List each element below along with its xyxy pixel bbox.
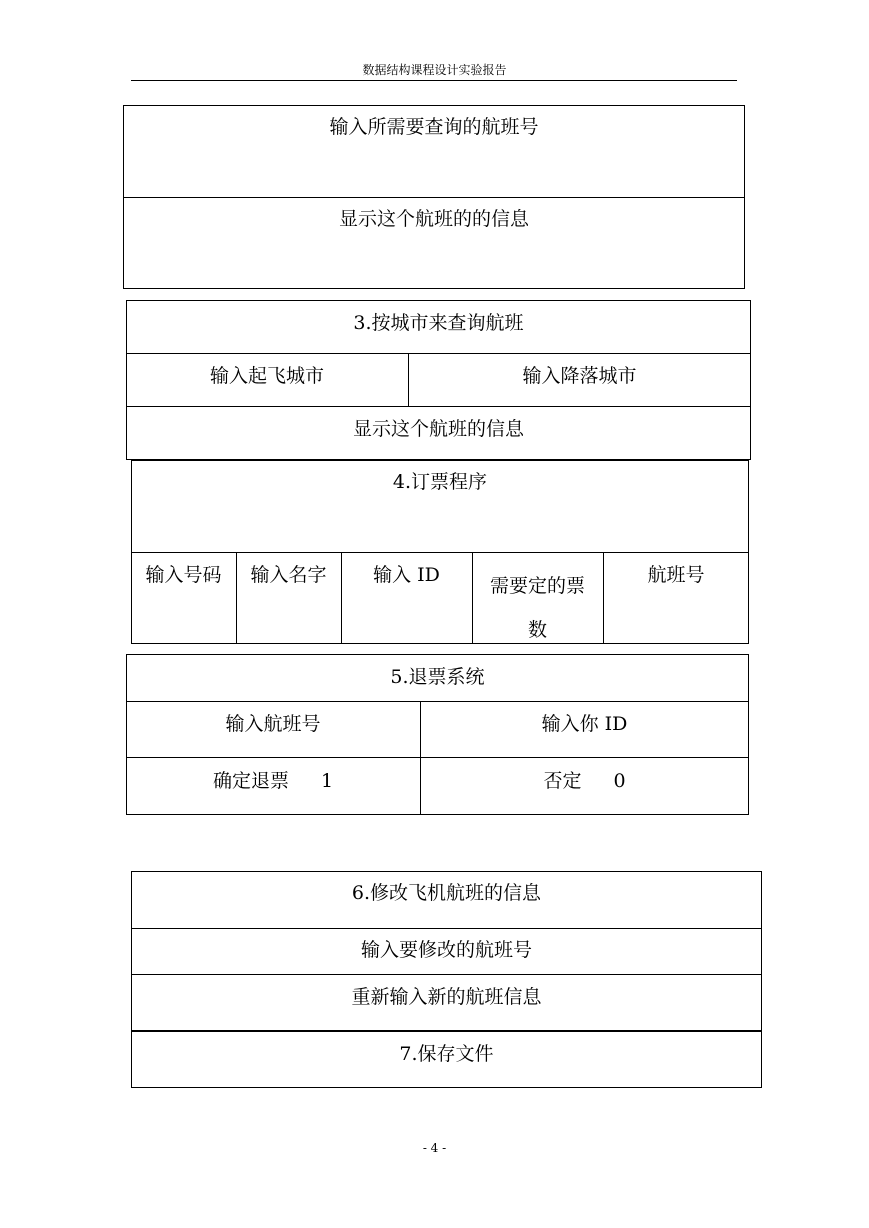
- divider: [126, 353, 751, 354]
- booking-title: 4.订票程序: [392, 471, 488, 493]
- divider: [131, 1030, 762, 1032]
- modify-title: 6.修改飞机航班的信息: [351, 882, 542, 904]
- flight-number-input-label: 输入所需要查询的航班号: [329, 116, 539, 138]
- running-header: 数据结构课程设计实验报告: [362, 63, 507, 77]
- divider: [123, 197, 745, 198]
- divider: [131, 928, 762, 929]
- modify-input-label: 输入要修改的航班号: [360, 939, 532, 961]
- divider: [131, 552, 749, 553]
- booking-col-name: 输入名字: [250, 564, 327, 586]
- refund-deny-label: 否定: [543, 770, 582, 792]
- booking-col-number: 输入号码: [145, 564, 222, 586]
- booking-col-ticket-count: 需要定的票数: [489, 575, 585, 641]
- header-rule: [131, 80, 737, 81]
- booking-col-flight-number: 航班号: [647, 564, 705, 586]
- query-by-city-title: 3.按城市来查询航班: [353, 312, 524, 334]
- refund-confirm-label: 确定退票: [212, 770, 289, 792]
- divider: [131, 974, 762, 975]
- refund-deny-value: 0: [613, 770, 626, 792]
- page-number: - 4 -: [422, 1141, 447, 1155]
- refund-confirm-option: [126, 770, 420, 793]
- refund-flight-label: 输入航班号: [225, 713, 321, 735]
- refund-confirm-value: 1: [320, 770, 334, 792]
- divider: [126, 406, 751, 407]
- divider: [126, 757, 749, 758]
- save-file-title: 7.保存文件: [399, 1043, 494, 1065]
- flight-info-display-label: 显示这个航班的的信息: [338, 208, 529, 230]
- booking-col-id: 输入 ID: [373, 564, 440, 586]
- arrival-city-label: 输入降落城市: [522, 365, 637, 387]
- refund-title: 5.退票系统: [390, 666, 485, 688]
- city-flight-display-label: 显示这个航班的信息: [352, 418, 524, 440]
- refund-id-label: 输入你 ID: [541, 713, 628, 735]
- modify-reinput-label: 重新输入新的航班信息: [351, 986, 542, 1008]
- refund-deny-option: [420, 770, 749, 793]
- divider: [126, 701, 749, 702]
- departure-city-label: 输入起飞城市: [209, 365, 324, 387]
